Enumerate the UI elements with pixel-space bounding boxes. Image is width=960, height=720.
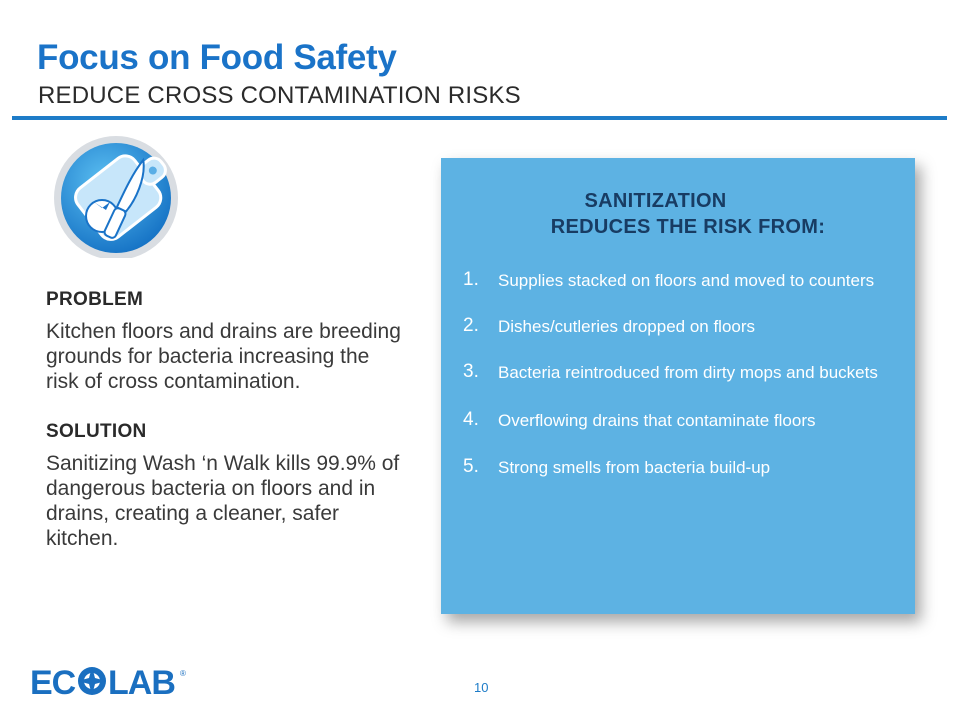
panel-title	[441, 188, 915, 240]
svg-text:®: ®	[180, 669, 186, 678]
slide-title: Focus on Food Safety	[37, 38, 397, 77]
list-item-number: 5.	[463, 456, 479, 477]
svg-text:LAB: LAB	[108, 664, 175, 700]
sanitization-panel	[441, 158, 915, 614]
slide-subtitle: REDUCE CROSS CONTAMINATION RISKS	[38, 82, 521, 109]
panel-title-line2: REDUCES THE RISK FROM:	[550, 216, 826, 238]
list-item	[463, 270, 903, 292]
list-item	[463, 362, 903, 384]
list-item	[463, 410, 903, 432]
solution-heading: SOLUTION	[46, 421, 147, 442]
list-item-number: 1.	[463, 269, 479, 290]
panel-title-line1: SANITIZATION	[584, 190, 727, 212]
list-item-text: Dishes/cutleries dropped on floors	[498, 317, 756, 336]
problem-solution-block	[46, 290, 406, 551]
cutting-board-knife-tomato-icon	[42, 128, 192, 258]
list-item-text: Bacteria reintroduced from dirty mops and buckets	[498, 363, 878, 382]
list-item-text: Supplies stacked on floors and moved to counters	[498, 271, 875, 290]
svg-text:EC: EC	[30, 664, 76, 700]
header-divider	[12, 116, 947, 120]
problem-text: Kitchen floors and drains are breeding grounds for bacteria increasing the risk of cross contamination.	[46, 320, 401, 393]
problem-heading: PROBLEM	[46, 289, 144, 310]
list-item-text: Strong smells from bacteria build-up	[498, 458, 771, 477]
ecolab-logo	[30, 664, 190, 700]
list-item	[463, 457, 903, 479]
solution-text: Sanitizing Wash ‘n Walk kills 99.9% of dangerous bacteria on floors and in drains, creating a cleaner, safer kitchen.	[46, 452, 400, 550]
list-item-number: 4.	[463, 409, 479, 430]
list-item-number: 2.	[463, 315, 479, 336]
list-item	[463, 316, 903, 338]
page-number: 10	[474, 680, 489, 695]
list-item-text: Overflowing drains that contaminate floors	[498, 411, 816, 430]
list-item-number: 3.	[463, 361, 479, 382]
risk-list	[463, 270, 903, 479]
